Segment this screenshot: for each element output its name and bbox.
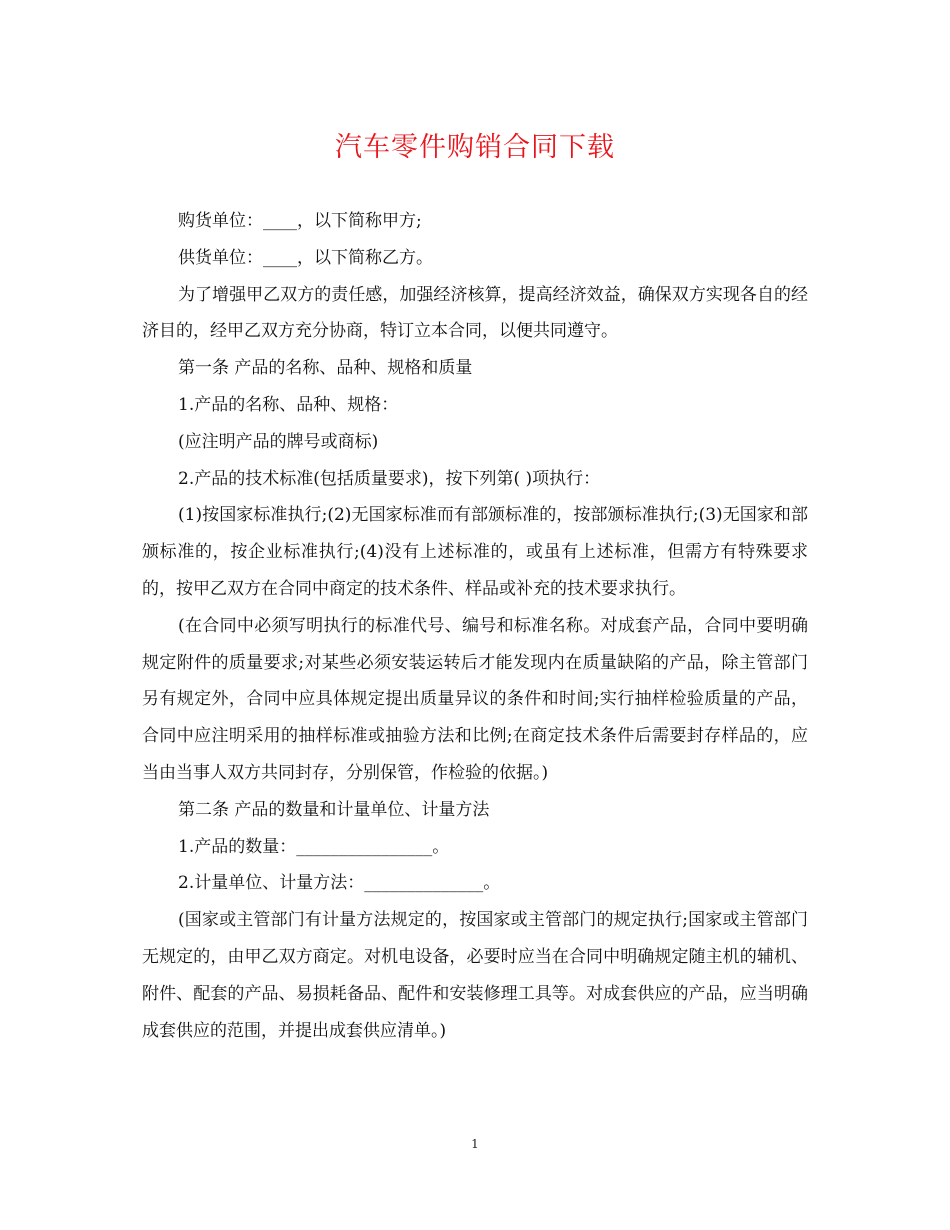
- article-2-note: (国家或主管部门有计量方法规定的，按国家或主管部门的规定执行;国家或主管部门无规定的，由甲乙双方商定。对机电设备，必要时应当在合同中明确规定随主机的辅机、附件、配套的产品、易损耗备品、配件和安装修理工具等。对成套供应的产品，应当明确成套供应的范围，并提出成套供应清单。): [142, 910, 808, 1041]
- article-1-note-brand: (应注明产品的牌号或商标): [178, 431, 379, 452]
- article-2-item-1: 1.产品的数量：________________。: [178, 836, 450, 857]
- page-number: 1: [471, 1137, 479, 1151]
- article-2-item-2: 2.计量单位、计量方法：______________。: [178, 873, 501, 894]
- article-2-heading: 第二条 产品的数量和计量单位、计量方法: [178, 799, 490, 820]
- article-1-item-1: 1.产品的名称、品种、规格：: [178, 394, 399, 415]
- paragraph-preamble: 为了增强甲乙双方的责任感，加强经济核算，提高经济效益，确保双方实现各自的经济目的，经甲乙双方充分协商，特订立本合同，以便共同遵守。: [142, 284, 808, 342]
- document-title: 汽车零件购销合同下载: [335, 132, 615, 163]
- article-1-standards-note: (在合同中必须写明执行的标准代号、编号和标准名称。对成套产品，合同中要明确规定附件的质量要求;对某些必须安装运转后才能发现内在质量缺陷的产品，除主管部门另有规定外，合同中应具体规定提出质量异议的条件和时间;实行抽样检验质量的产品，合同中应注明采用的抽样标准或抽验方法和比例;在商定技术条件后需要封存样品的，应当由当事人双方共同封存，分别保管，作检验的依据。): [142, 615, 808, 783]
- document-body: [142, 203, 808, 1049]
- article-1-item-2: 2.产品的技术标准(包括质量要求)，按下列第( )项执行：: [178, 468, 601, 489]
- article-1-heading: 第一条 产品的名称、品种、规格和质量: [178, 358, 473, 379]
- article-1-standards-list: (1)按国家标准执行;(2)无国家标准而有部颁标准的，按部颁标准执行;(3)无国家和部颁标准的，按企业标准执行;(4)没有上述标准的，或虽有上述标准，但需方有特殊要求的，按甲乙双方在合同中商定的技术条件、样品或补充的技术要求执行。: [142, 505, 808, 599]
- paragraph-supplier: 供货单位：____，以下简称乙方。: [178, 247, 433, 268]
- paragraph-buyer: 购货单位：____，以下简称甲方;: [178, 211, 422, 231]
